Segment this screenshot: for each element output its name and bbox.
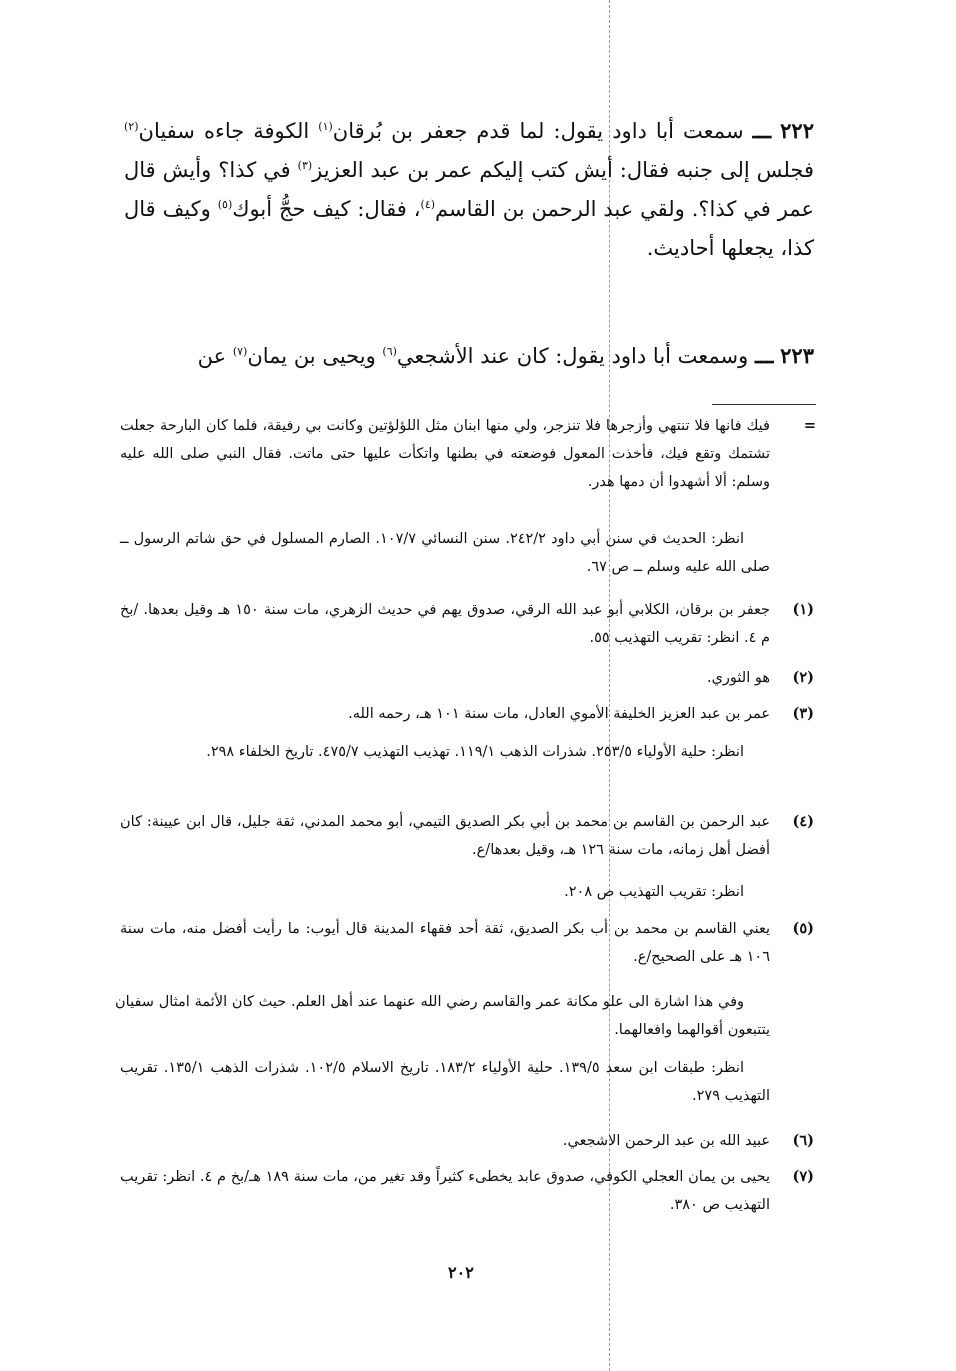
- footnote-marker-7: (٧): [792, 1168, 814, 1185]
- footnote-ref: (٢): [124, 120, 139, 133]
- footnote-4-ref: انظر: تقريب التهذيب ص ٢٠٨.: [564, 884, 744, 900]
- footnote-marker-1: (١): [792, 601, 814, 618]
- footnote-marker-3: (٣): [792, 705, 814, 722]
- footnote-6: عبيد الله بن عبد الرحمن الاشجعي.: [562, 1133, 770, 1149]
- footnote-ref: (٧): [232, 345, 248, 358]
- footnote-ref: (٣): [297, 159, 313, 172]
- paragraph-number: ٢٢٣: [780, 343, 814, 368]
- footnote-continuation-text: فيك فانها فلا تنتهي وأزجرها فلا تنزجر، ولي منها ابنان مثل اللؤلؤتين وكانت بي رفيقة، فلما كان البارحة جعلت تشتمك وتقع فيك، فأخذت المعول فوضعته في بطنها واتكأت عليها حتى ماتت. فقال النبي صلى الله عليه وسلم: ألا أشهدوا أن دمها هدر.: [120, 418, 770, 490]
- footnote-1: جعفر بن برقان، الكلابي أبو عبد الله الرقي، صدوق يهم في حديث الزهري، مات سنة ١٥٠ هـ وقيل بعدها. /بخ م ٤. انظر: تقريب التهذيب ٥٥.: [120, 602, 770, 646]
- footnote-ref: (٥): [217, 198, 233, 211]
- footnote-marker-4: (٤): [792, 813, 814, 830]
- footnote-ref: (٦): [382, 345, 397, 358]
- footnote-ref: (١): [318, 120, 333, 133]
- footnote-2: هو الثوري.: [706, 670, 770, 686]
- footnote-5: يعني القاسم بن محمد بن أب بكر الصديق، ثقة أحد فقهاء المدينة قال أيوب: ما رأيت أفضل منه، مات سنة ١٠٦ هـ على الصحيح/ع.: [120, 921, 770, 965]
- footnote-5-ref: انظر: طبقات ابن سعد ١٣٩/٥. حلية الأولياء ١٨٣/٢. تاريخ الاسلام ١٠٢/٥. شذرات الذهب ١٣٥/١. تقريب التهذيب ٢٧٩.: [120, 1060, 770, 1104]
- footnote-3-ref: انظر: حلية الأولياء ٢٥٣/٥. شذرات الذهب ١١٩/١. تهذيب التهذيب ٤٧٥/٧. تاريخ الخلفاء ٢٩٨.: [206, 744, 744, 760]
- paragraph-223: ٢٢٣ ـــ وسمعت أبا داود يقول: كان عند الأشجعي$^{(٦)}$ ويحيى بن يمان$^{(٧)}$ عن: [197, 343, 814, 368]
- footnote-continuation-ref: انظر: الحديث في سنن أبي داود ٢٤٢/٢. سنن النسائي ١٠٧/٧. الصارم المسلول في حق شاتم الرسول ــ صلى الله عليه وسلم ــ ص ٦٧.: [120, 531, 770, 575]
- footnote-7: يحيى بن يمان العجلي الكوفي، صدوق عابد يخطىء كثيراً وقد تغير من، مات سنة ١٨٩ هـ/بخ م ٤. انظر: تقريب التهذيب ص ٣٨٠.: [120, 1169, 770, 1213]
- page-number: ٢٠٢: [448, 1263, 474, 1282]
- footnote-ref: (٤): [420, 198, 436, 211]
- footnote-marker-6: (٦): [792, 1132, 814, 1149]
- paragraph-number: ٢٢٢: [780, 118, 814, 143]
- footnote-separator: [712, 404, 816, 405]
- footnote-4: عبد الرحمن بن القاسم بن محمد بن أبي بكر الصديق التيمي، أبو محمد المدني، ثقة جليل، قال ابن عيينة: كان أفضل أهل زمانه، مات سنة ١٢٦ هـ، وقيل بعدها/ع.: [120, 814, 770, 858]
- footnote-3: عمر بن عبد العزيز الخليفة الأموي العادل، مات سنة ١٠١ هـ، رحمه الله.: [348, 706, 770, 722]
- footnote-marker-2: (٢): [792, 669, 814, 686]
- footnote-marker-5: (٥): [792, 920, 814, 937]
- footnote-continuation-marker: =: [803, 417, 816, 434]
- paragraph-222: ٢٢٢ ـــ سمعت أبا داود يقول: لما قدم جعفر بن بُرقان$^{(١)}$ الكوفة جاءه سفيان$^{(٢)}$ فجلس إلى جنبه فقال: أيش كتب إليكم عمر بن عبد العزيز$^{(٣)}$ في كذا؟ وأيش قال عمر في كذا؟. ولقي عبد الرحمن بن القاسم$^{(٤)}$، فقال: كيف حجُّ أبوك$^{(٥)}$ وكيف قال كذا، يجعلها أحاديث.: [124, 118, 815, 260]
- footnote-5-note: وفي هذا اشارة الى علو مكانة عمر والقاسم رضي الله عنهما عند أهل العلم. حيث كان الأئمة امثال سفيان يتتبعون أقوالهما وافعالهما.: [115, 994, 770, 1038]
